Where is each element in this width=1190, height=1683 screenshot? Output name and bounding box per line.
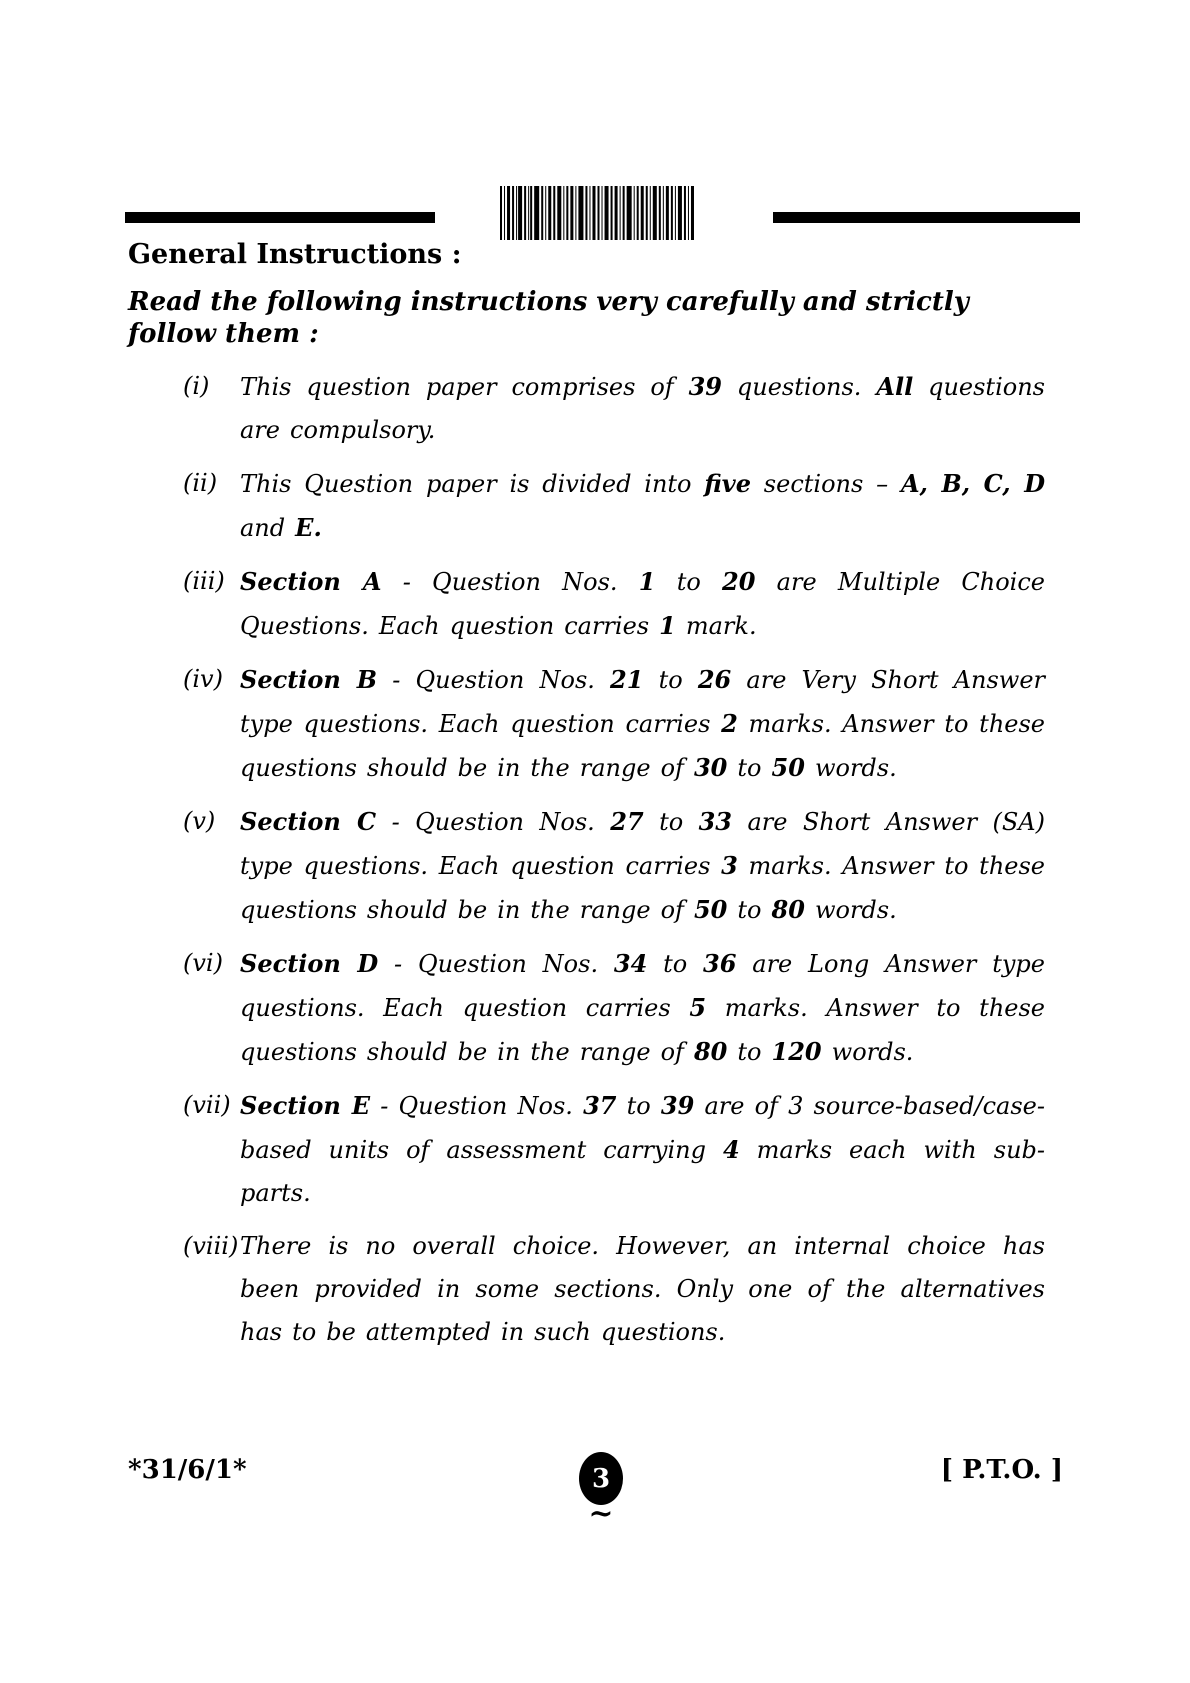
instruction-item [183,462,1045,550]
instructions-subheading: Read the following instructions very carefully and strictly follow them : [128,286,969,350]
instruction-item-number: (ii) [183,468,218,497]
instruction-list [128,365,1045,1354]
instruction-item [183,560,1045,648]
instruction-item-text: Section C - Question Nos. 27 to 33 are Short Answer (SA) type questions. Each question carries 3 marks. Answer to these questions should be in the range of 50 to 80 words. [240,806,1046,924]
instruction-item [183,1084,1045,1215]
instruction-item-text: This Question paper is divided into five sections – A, B, C, D and E. [240,468,1046,542]
paper-code: *31/6/1* [128,1455,247,1485]
instruction-item-text: Section D - Question Nos. 34 to 36 are Long Answer type questions. Each question carries 5 marks. Answer to these questions should be in the range of 80 to 120 words. [240,948,1045,1066]
instruction-item [183,365,1045,452]
instruction-item [183,1225,1045,1354]
instruction-item-text: This question paper comprises of 39 questions. All questions are compulsory. [240,371,1045,444]
instruction-item [183,658,1045,790]
instruction-item-text: There is no overall choice. However, an internal choice has been provided in some sections. Only one of the alternatives has to be attempted in such questions. [240,1231,1045,1346]
instruction-item [183,800,1045,932]
instruction-item-number: (iii) [183,566,225,595]
instruction-item-number: (vii) [183,1090,231,1119]
instruction-item-number: (viii) [183,1231,239,1260]
footer-tilde: ~ [588,1496,614,1531]
instruction-item-number: (i) [183,371,210,400]
instructions-heading: General Instructions : [128,239,462,270]
pto-label: [ P.T.O. ] [940,1455,1063,1485]
page-number: 3 [591,1463,611,1494]
general-instructions-section [128,238,1045,1364]
instruction-item-text: Section A - Question Nos. 1 to 20 are Multiple Choice Questions. Each question carries 1 mark. [240,566,1045,640]
header-rule-left [125,212,435,223]
instruction-item-text: Section B - Question Nos. 21 to 26 are Very Short Answer type questions. Each question carries 2 marks. Answer to these questions should be in the range of 30 to 50 words. [240,664,1046,782]
instruction-item-number: (v) [183,806,216,835]
instruction-item-text: Section E - Question Nos. 37 to 39 are of 3 source-based/case-based units of assessment carrying 4 marks each with sub-parts. [240,1090,1045,1207]
instruction-item [183,942,1045,1074]
barcode [500,186,696,240]
header-rule-right [773,212,1080,223]
instruction-item-number: (iv) [183,664,223,693]
instruction-item-number: (vi) [183,948,223,977]
